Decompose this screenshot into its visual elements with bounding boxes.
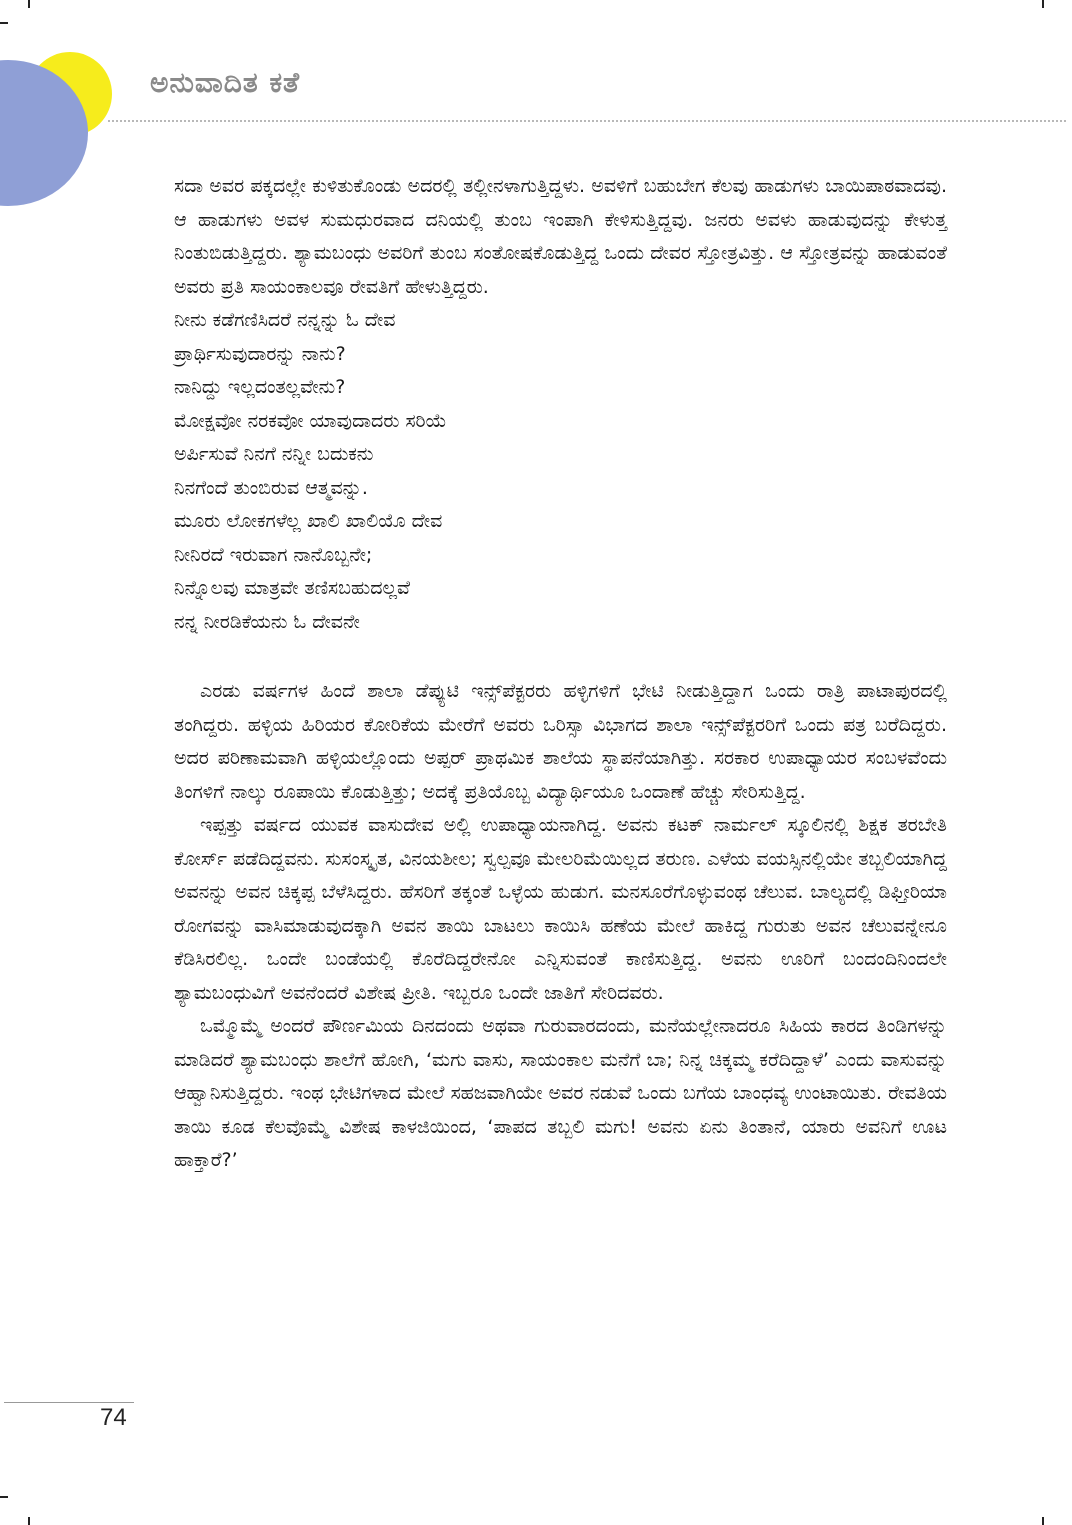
- crop-mark: [28, 0, 30, 8]
- crop-mark: [1042, 1517, 1044, 1525]
- intro-paragraph: ಸದಾ ಅವರ ಪಕ್ಕದಲ್ಲೇ ಕುಳಿತುಕೊಂಡು ಅದರಲ್ಲಿ ತಲ್ಲೀನಳಾಗುತ್ತಿದ್ದಳು. ಅವಳಿಗೆ ಬಹುಬೇಗ ಕೆಲವು ಹಾಡುಗಳು ಬಾಯಿಪಾಠವಾದವು. ಆ ಹಾಡುಗಳು ಅವಳ ಸುಮಧುರವಾದ ದನಿಯಲ್ಲಿ ತುಂಬ ಇಂಪಾಗಿ ಕೇಳಿಸುತ್ತಿದ್ದವು. ಜನರು ಅವಳು ಹಾಡುವುದನ್ನು ಕೇಳುತ್ತ ನಿಂತುಬಿಡುತ್ತಿದ್ದರು. ಶ್ಯಾಮಬಂಧು ಅವರಿಗೆ ತುಂಬ ಸಂತೋಷಕೊಡುತ್ತಿದ್ದ ಒಂದು ದೇವರ ಸ್ತೋತ್ರವಿತ್ತು. ಆ ಸ್ತೋತ್ರವನ್ನು ಹಾಡುವಂತೆ ಅವರು ಪ್ರತಿ ಸಾಯಂಕಾಲವೂ ರೇವತಿಗೆ ಹೇಳುತ್ತಿದ್ದರು.: [174, 175, 947, 298]
- crop-mark: [0, 22, 8, 24]
- page-number: 74: [100, 1404, 127, 1431]
- crop-mark: [0, 1496, 8, 1498]
- body-paragraph: ಒಮ್ಮೊಮ್ಮೆ ಅಂದರೆ ಪೌರ್ಣಮಿಯ ದಿನದಂದು ಅಥವಾ ಗುರುವಾರದಂದು, ಮನೆಯಲ್ಲೇನಾದರೂ ಸಿಹಿಯ ಕಾರದ ತಿಂಡಿಗಳನ್ನು ಮಾಡಿದರೆ ಶ್ಯಾಮಬಂಧು ಶಾಲೆಗೆ ಹೋಗಿ, ‘ಮಗು ವಾಸು, ಸಾಯಂಕಾಲ ಮನೆಗೆ ಬಾ; ನಿನ್ನ ಚಿಕ್ಕಮ್ಮ ಕರೆದಿದ್ದಾಳೆ’ ಎಂದು ವಾಸುವನ್ನು ಆಹ್ವಾನಿಸುತ್ತಿದ್ದರು. ಇಂಥ ಭೇಟಿಗಳಾದ ಮೇಲೆ ಸಹಜವಾಗಿಯೇ ಅವರ ನಡುವೆ ಒಂದು ಬಗೆಯ ಬಾಂಧವ್ಯ ಉಂಟಾಯಿತು. ರೇವತಿಯ ತಾಯಿ ಕೂಡ ಕೆಲವೊಮ್ಮೆ ವಿಶೇಷ ಕಾಳಜಿಯಿಂದ, ‘ಪಾಪದ ತಬ್ಬಲಿ ಮಗು! ಅವನು ಏನು ತಿಂತಾನೆ, ಯಾರು ಅವನಿಗೆ ಊಟ ಹಾಕ್ತಾರೆ?’: [174, 1015, 947, 1171]
- poem-line: ಅರ್ಪಿಸುವೆ ನಿನಗೆ ನನ್ನೀ ಬದುಕನು: [174, 443, 374, 465]
- poem: [174, 304, 947, 639]
- section-title: ಅನುವಾದಿತ ಕತೆ: [150, 66, 301, 99]
- poem-line: ನಿನ್ನೊಲವು ಮಾತ್ರವೇ ತಣಿಸಬಹುದಲ್ಲವೆ: [174, 577, 411, 599]
- page-content: [174, 170, 947, 1178]
- poem-line: ಪ್ರಾರ್ಥಿಸುವುದಾರನ್ನು ನಾನು?: [174, 342, 346, 365]
- poem-line: ಮೂರು ಲೋಕಗಳೆಲ್ಲ ಖಾಲಿ ಖಾಲಿಯೊ ದೇವ: [174, 510, 443, 532]
- footer-rule: [4, 1402, 134, 1403]
- poem-line: ನೀನಿರದೆ ಇರುವಾಗ ನಾನೊಬ್ಬನೇ;: [174, 543, 373, 566]
- poem-line: ನಿನಗೆಂದೆ ತುಂಬಿರುವ ಆತ್ಮವನ್ನು.: [174, 476, 368, 499]
- poem-line: ನಾನಿದ್ದು ಇಲ್ಲದಂತಲ್ಲವೇನು?: [174, 376, 346, 398]
- poem-line: ನನ್ನ ನೀರಡಿಕೆಯನು ಓ ದೇವನೇ: [174, 610, 360, 633]
- poem-line: ಮೋಕ್ಷವೋ ನರಕವೋ ಯಾವುದಾದರು ಸರಿಯೆ: [174, 409, 447, 432]
- crop-mark: [28, 1517, 30, 1525]
- body-paragraph: ಎರಡು ವರ್ಷಗಳ ಹಿಂದೆ ಶಾಲಾ ಡೆಪ್ಯುಟಿ ಇನ್ಸ್‌ಪೆಕ್ಟರರು ಹಳ್ಳಿಗಳಿಗೆ ಭೇಟಿ ನೀಡುತ್ತಿದ್ದಾಗ ಒಂದು ರಾತ್ರಿ ಪಾಟಾಪುರದಲ್ಲಿ ತಂಗಿದ್ದರು. ಹಳ್ಳಿಯ ಹಿರಿಯರ ಕೋರಿಕೆಯ ಮೇರೆಗೆ ಅವರು ಒರಿಸ್ಸಾ ವಿಭಾಗದ ಶಾಲಾ ಇನ್ಸ್‌ಪೆಕ್ಟರರಿಗೆ ಒಂದು ಪತ್ರ ಬರೆದಿದ್ದರು. ಅದರ ಪರಿಣಾಮವಾಗಿ ಹಳ್ಳಿಯಲ್ಲೊಂದು ಅಪ್ಪರ್ ಪ್ರಾಥಮಿಕ ಶಾಲೆಯ ಸ್ಥಾಪನೆಯಾಗಿತ್ತು. ಸರಕಾರ ಉಪಾಧ್ಯಾಯರ ಸಂಬಳವೆಂದು ತಿಂಗಳಿಗೆ ನಾಲ್ಕು ರೂಪಾಯಿ ಕೊಡುತ್ತಿತ್ತು; ಅದಕ್ಕೆ ಪ್ರತಿಯೊಬ್ಬ ವಿದ್ಯಾರ್ಥಿಯೂ ಒಂದಾಣೆ ಹೆಚ್ಚು ಸೇರಿಸುತ್ತಿದ್ದ.: [174, 680, 947, 803]
- poem-line: ನೀನು ಕಡೆಗಣಿಸಿದರೆ ನನ್ನನ್ನು ಓ ದೇವ: [174, 309, 396, 331]
- dotted-divider: [108, 120, 1066, 122]
- stanza-gap: [174, 639, 947, 675]
- body-paragraph: ಇಪ್ಪತ್ತು ವರ್ಷದ ಯುವಕ ವಾಸುದೇವ ಅಲ್ಲಿ ಉಪಾಧ್ಯಾಯನಾಗಿದ್ದ. ಅವನು ಕಟಕ್ ನಾರ್ಮಲ್ ಸ್ಕೂಲಿನಲ್ಲಿ ಶಿಕ್ಷಕ ತರಬೇತಿ ಕೋರ್ಸ್ ಪಡೆದಿದ್ದವನು. ಸುಸಂಸ್ಕೃತ, ವಿನಯಶೀಲ; ಸ್ವಲ್ಪವೂ ಮೇಲರಿಮೆಯಿಲ್ಲದ ತರುಣ. ಎಳೆಯ ವಯಸ್ಸಿನಲ್ಲಿಯೇ ತಬ್ಬಲಿಯಾಗಿದ್ದ ಅವನನ್ನು ಅವನ ಚಿಕ್ಕಪ್ಪ ಬೆಳೆಸಿದ್ದರು. ಹೆಸರಿಗೆ ತಕ್ಕಂತೆ ಒಳ್ಳೆಯ ಹುಡುಗ. ಮನಸೂರೆಗೊಳ್ಳುವಂಥ ಚೆಲುವ. ಬಾಲ್ಯದಲ್ಲಿ ಡಿಫ್ತೀರಿಯಾ ರೋಗವನ್ನು ವಾಸಿಮಾಡುವುದಕ್ಕಾಗಿ ಅವನ ತಾಯಿ ಬಾಟಲು ಕಾಯಿಸಿ ಹಣೆಯ ಮೇಲೆ ಹಾಕಿದ್ದ ಗುರುತು ಅವನ ಚೆಲುವನ್ನೇನೂ ಕೆಡಿಸಿರಲಿಲ್ಲ. ಒಂದೇ ಬಂಡೆಯಲ್ಲಿ ಕೊರೆದಿದ್ದರೇನೋ ಎನ್ನಿಸುವಂತೆ ಕಾಣಿಸುತ್ತಿದ್ದ. ಅವನು ಊರಿಗೆ ಬಂದಂದಿನಿಂದಲೇ ಶ್ಯಾಮಬಂಧುವಿಗೆ ಅವನೆಂದರೆ ವಿಶೇಷ ಪ್ರೀತಿ. ಇಬ್ಬರೂ ಒಂದೇ ಜಾತಿಗೆ ಸೇರಿದವರು.: [174, 814, 947, 1004]
- crop-mark: [1042, 0, 1044, 8]
